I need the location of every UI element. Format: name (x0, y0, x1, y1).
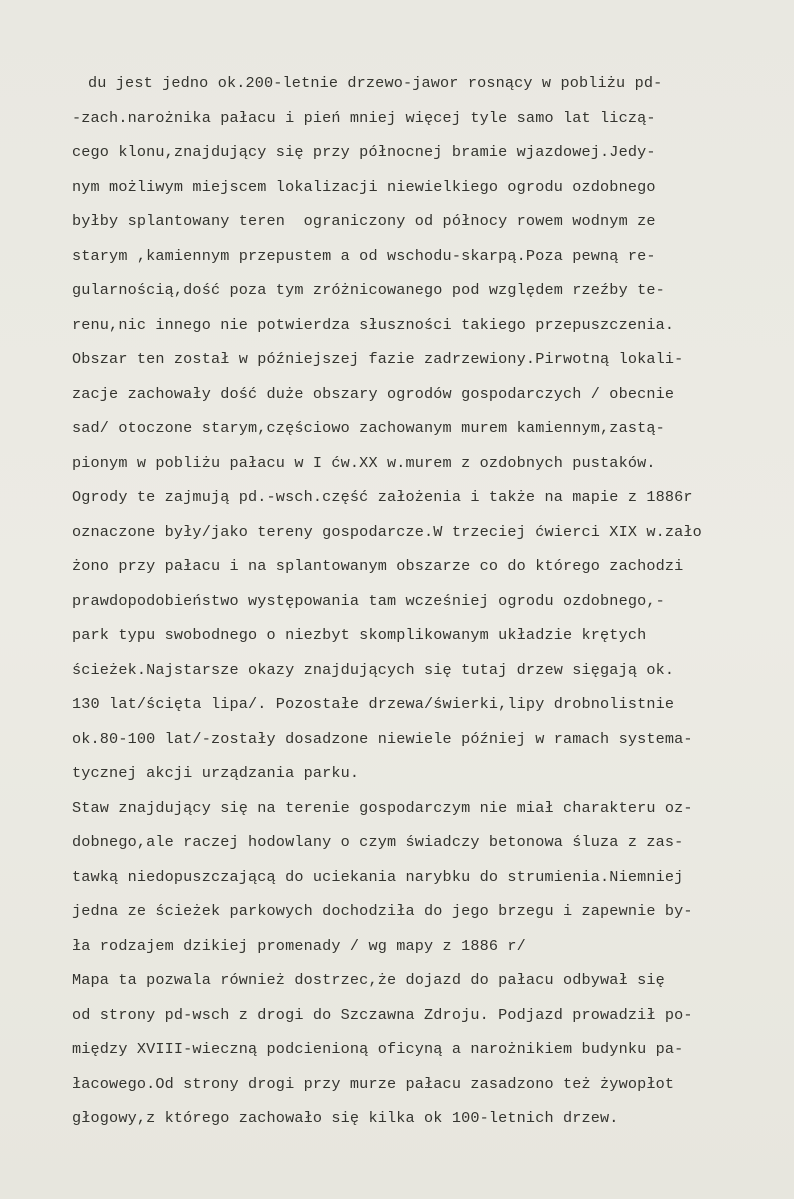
text-line: sad/ otoczone starym,częściowo zachowanym murem kamiennym,zastą- (72, 419, 665, 437)
text-line: ścieżek.Najstarsze okazy znajdujących się tutaj drzew sięgają ok. (72, 660, 675, 679)
text-line: oznaczone były/jako tereny gospodarcze.W trzeciej ćwierci XIX w.zało (72, 522, 702, 541)
text-line: -zach.narożnika pałacu i pień mniej więcej tyle samo lat liczą- (72, 108, 656, 127)
text-line: Mapa ta pozwala również dostrzec,że dojazd do pałacu odbywał się (72, 971, 665, 989)
text-line: Staw znajdujący się na terenie gospodarczym nie miał charakteru oz- (72, 798, 693, 817)
text-line: tycznej akcji urządzania parku. (72, 764, 360, 782)
text-line: Obszar ten został w późniejszej fazie zadrzewiony.Pirwotną lokali- (72, 350, 684, 368)
text-line: żono przy pałacu i na splantowanym obszarze co do którego zachodzi (72, 557, 684, 575)
text-line: ok.80-100 lat/-zostały dosadzone niewiele później w ramach systema- (72, 729, 693, 748)
text-line: dobnego,ale raczej hodowlany o czym świadczy betonowa śluza z zas- (72, 833, 684, 851)
text-line: łacowego.Od strony drogi przy murze pałacu zasadzono też żywopłot (72, 1074, 675, 1093)
text-line: od strony pd-wsch z drogi do Szczawna Zdroju. Podjazd prowadził po- (72, 1005, 693, 1024)
text-line: nym możliwym miejscem lokalizacji niewielkiego ogrodu ozdobnego (72, 177, 656, 196)
text-line: ła rodzajem dzikiej promenady / wg mapy z 1886 r/ (72, 936, 526, 955)
text-line: prawdopodobieństwo występowania tam wcześniej ogrodu ozdobnego,- (72, 591, 665, 610)
text-line: zacje zachowały dość duże obszary ogrodów gospodarczych / obecnie (72, 384, 675, 403)
text-line: między XVIII-wieczną podcienioną oficyną a narożnikiem budynku pa- (72, 1040, 684, 1058)
text-line: byłby splantowany teren ograniczony od północy rowem wodnym ze (72, 212, 656, 230)
text-line: gularnością,dość poza tym zróżnicowanego pod względem rzeźby te- (72, 281, 665, 299)
text-line: renu,nic innego nie potwierdza słuszności takiego przepuszczenia. (72, 315, 675, 334)
document-body (72, 66, 772, 1136)
text-line: park typu swobodnego o niezbyt skomplikowanym układzie krętych (72, 626, 647, 644)
text-line: 130 lat/ścięta lipa/. Pozostałe drzewa/świerki,lipy drobnolistnie (72, 695, 675, 713)
text-line: Ogrody te zajmują pd.-wsch.część założenia i także na mapie z 1886r (72, 488, 693, 506)
text-line: du jest jedno ok.200-letnie drzewo-jawor rosnący w pobliżu pd- (88, 74, 663, 92)
text-line: jedna ze ścieżek parkowych dochodziła do jego brzegu i zapewnie by- (72, 902, 693, 920)
text-line: cego klonu,znajdujący się przy północnej bramie wjazdowej.Jedy- (72, 143, 656, 161)
text-line: pionym w pobliżu pałacu w I ćw.XX w.murem z ozdobnych pustaków. (72, 453, 656, 472)
text-line: tawką niedopuszczającą do uciekania narybku do strumienia.Niemniej (72, 867, 684, 886)
text-line: starym ,kamiennym przepustem a od wschodu-skarpą.Poza pewną re- (72, 246, 656, 265)
text-line: głogowy,z którego zachowało się kilka ok 100-letnich drzew. (72, 1109, 619, 1127)
